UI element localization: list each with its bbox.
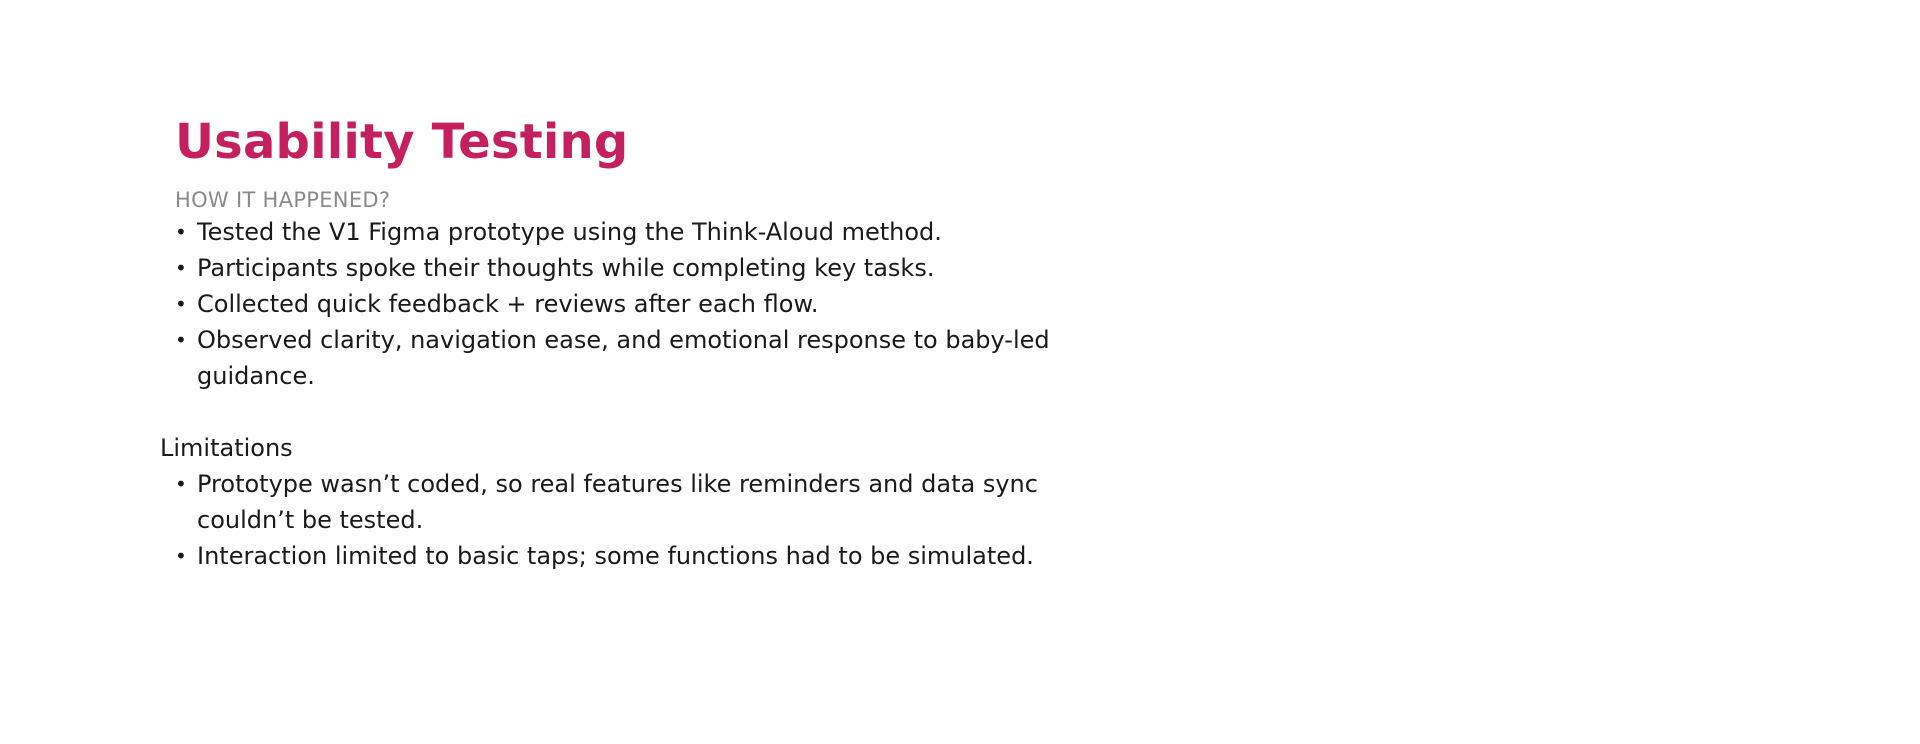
- bullet-icon: •: [175, 472, 187, 496]
- process-list: [160, 214, 1100, 394]
- list-item-text: Observed clarity, navigation ease, and emotional response to baby-led guidance.: [197, 326, 1050, 390]
- usability-testing-section: [160, 110, 1100, 574]
- list-item: [160, 538, 1100, 574]
- list-item: [160, 466, 1100, 538]
- limitations-heading: Limitations: [160, 434, 293, 462]
- bullet-icon: •: [175, 544, 187, 568]
- list-item-text: Prototype wasn’t coded, so real features like reminders and data sync couldn’t be tested.: [197, 470, 1038, 534]
- list-item: [160, 286, 1100, 322]
- bullet-icon: •: [175, 292, 187, 316]
- list-item-text: Interaction limited to basic taps; some functions had to be simulated.: [197, 542, 1034, 570]
- bullet-icon: •: [175, 220, 187, 244]
- list-item-text: Tested the V1 Figma prototype using the Think-Aloud method.: [197, 218, 942, 246]
- bullet-icon: •: [175, 328, 187, 352]
- page-subtitle: HOW IT HAPPENED?: [175, 188, 391, 212]
- page-title: Usability Testing: [175, 114, 629, 170]
- list-item-text: Participants spoke their thoughts while completing key tasks.: [197, 254, 935, 282]
- list-item: [160, 214, 1100, 250]
- list-item-text: Collected quick feedback + reviews after each flow.: [197, 290, 819, 318]
- limitations-list: [160, 466, 1100, 574]
- list-item: [160, 322, 1100, 394]
- bullet-icon: •: [175, 256, 187, 280]
- list-item: [160, 250, 1100, 286]
